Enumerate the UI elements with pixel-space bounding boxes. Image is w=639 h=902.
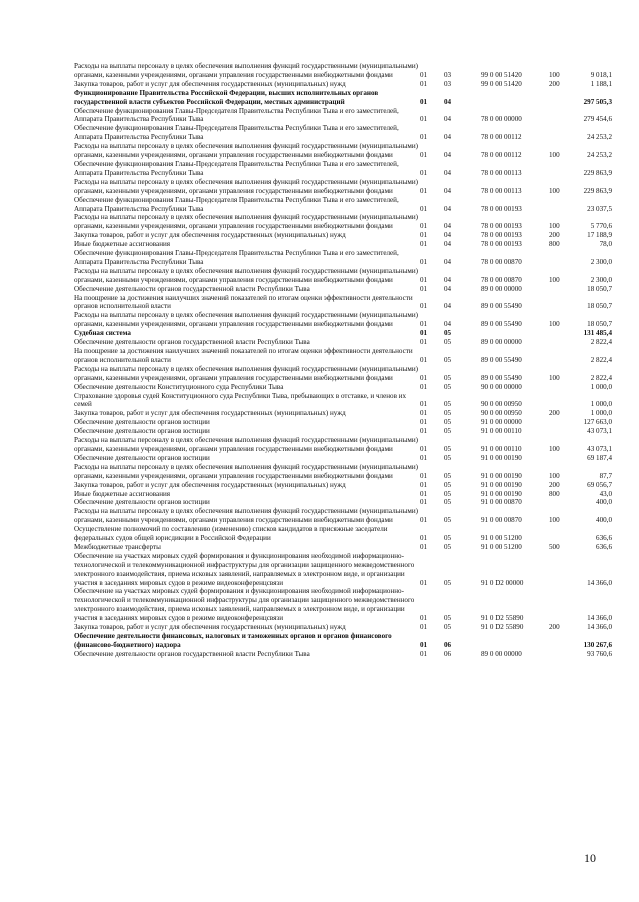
table-row bbox=[74, 454, 612, 463]
row-section-code: 01 bbox=[420, 329, 428, 338]
row-subsection-code: 04 bbox=[444, 257, 452, 266]
row-name: Обеспечение функционирования Главы-Председателя Правительства Республики Тыва и его заместителей, Аппарата Правительства Республики Тыва bbox=[74, 249, 399, 266]
row-subsection-code: 04 bbox=[444, 186, 452, 195]
row-subsection-code: 04 bbox=[444, 133, 452, 142]
row-section-code: 01 bbox=[420, 133, 428, 142]
row-subsection-code: 05 bbox=[444, 453, 452, 462]
row-section-code: 01 bbox=[420, 97, 428, 106]
row-amount: 2 300,0 bbox=[590, 275, 612, 284]
row-section-code: 01 bbox=[420, 578, 428, 587]
row-subsection-code: 04 bbox=[444, 320, 452, 329]
table-row bbox=[74, 552, 612, 588]
row-section-code: 01 bbox=[420, 623, 428, 632]
row-subsection-code: 05 bbox=[444, 480, 452, 489]
row-name: Функционирование Правительства Российской Федерации, высших исполнительных органов государственной власти субъектов Российской Федерации, местных администраций bbox=[74, 88, 379, 106]
row-section-code: 01 bbox=[420, 115, 428, 124]
table-row bbox=[74, 507, 612, 525]
row-expense-type: 100 bbox=[549, 186, 560, 195]
row-subsection-code: 05 bbox=[444, 578, 452, 587]
row-target-code: 78 0 00 00193 bbox=[481, 222, 522, 231]
row-subsection-code: 05 bbox=[444, 534, 452, 543]
row-amount: 69 056,7 bbox=[587, 480, 612, 489]
row-amount: 229 863,9 bbox=[583, 168, 612, 177]
row-target-code: 78 0 00 00870 bbox=[481, 275, 522, 284]
row-name: Закупка товаров, работ и услуг для обеспечения государственных (муниципальных) нужд bbox=[74, 231, 346, 240]
row-target-code: 91 0 00 00190 bbox=[481, 453, 522, 462]
row-target-code: 91 0 00 00000 bbox=[481, 418, 522, 427]
row-subsection-code: 05 bbox=[444, 329, 452, 338]
table-row bbox=[74, 436, 612, 454]
row-expense-type bbox=[549, 552, 583, 588]
row-expense-type: 200 bbox=[549, 623, 560, 632]
table-row bbox=[74, 347, 612, 365]
row-subsection-code: 05 bbox=[444, 498, 452, 507]
row-target-code: 78 0 00 00193 bbox=[481, 204, 522, 213]
row-expense-type bbox=[549, 249, 583, 267]
row-target-code: 91 0 00 00870 bbox=[481, 516, 522, 525]
row-expense-type bbox=[549, 650, 583, 659]
row-expense-type bbox=[549, 160, 583, 178]
row-name: Обеспечение функционирования Главы-Председателя Правительства Республики Тыва и его заместителей, Аппарата Правительства Республики Тыва bbox=[74, 195, 399, 213]
row-section-code: 01 bbox=[420, 168, 428, 177]
row-amount: 14 366,0 bbox=[587, 614, 612, 623]
row-amount: 2 822,4 bbox=[590, 355, 612, 364]
row-amount: 18 050,7 bbox=[587, 320, 612, 329]
row-section-code: 01 bbox=[420, 489, 428, 498]
table-row bbox=[74, 525, 612, 543]
row-name: Обеспечение деятельности органов юстиции bbox=[74, 418, 210, 427]
table-row bbox=[74, 481, 612, 490]
table-row bbox=[74, 392, 612, 410]
row-section-code: 01 bbox=[420, 275, 428, 284]
row-name: На поощрение за достижения наилучших значений показателей по итогам оценки эффективности деятельности органов исполнительной власти bbox=[74, 293, 413, 311]
row-amount: 636,6 bbox=[596, 542, 612, 551]
row-subsection-code: 04 bbox=[444, 302, 452, 311]
row-amount: 1 188,1 bbox=[590, 79, 612, 88]
row-expense-type bbox=[549, 338, 583, 347]
row-amount: 2 822,4 bbox=[590, 373, 612, 382]
row-subsection-code: 05 bbox=[444, 623, 452, 632]
row-expense-type bbox=[549, 454, 583, 463]
row-section-code: 01 bbox=[420, 151, 428, 160]
row-section-code: 01 bbox=[420, 498, 428, 507]
row-amount: 78,0 bbox=[599, 240, 612, 249]
row-section-code: 01 bbox=[420, 186, 428, 195]
row-amount: 1 000,0 bbox=[590, 400, 612, 409]
row-section-code: 01 bbox=[420, 427, 428, 436]
row-subsection-code: 05 bbox=[444, 373, 452, 382]
row-section-code: 01 bbox=[420, 204, 428, 213]
row-section-code: 01 bbox=[420, 284, 428, 293]
row-subsection-code: 04 bbox=[444, 240, 452, 249]
row-section-code: 01 bbox=[420, 516, 428, 525]
row-amount: 87,7 bbox=[599, 471, 612, 480]
row-expense-type: 100 bbox=[549, 70, 560, 79]
table-row bbox=[74, 543, 612, 552]
row-expense-type bbox=[549, 124, 583, 142]
budget-table bbox=[74, 62, 612, 659]
row-name: Обеспечение деятельности органов государственной власти Республики Тыва bbox=[74, 649, 310, 658]
row-amount: 1 000,0 bbox=[590, 382, 612, 391]
row-section-code: 01 bbox=[420, 614, 428, 623]
table-row bbox=[74, 240, 612, 249]
row-section-code: 01 bbox=[420, 338, 428, 347]
row-amount: 2 300,0 bbox=[590, 257, 612, 266]
row-target-code: 91 0 D2 55890 bbox=[481, 623, 524, 632]
row-expense-type: 100 bbox=[549, 471, 560, 480]
row-amount: 14 366,0 bbox=[587, 578, 612, 587]
row-target-code: 91 0 00 00110 bbox=[481, 444, 522, 453]
table-row bbox=[74, 338, 612, 347]
row-target-code bbox=[481, 329, 549, 338]
row-expense-type: 100 bbox=[549, 373, 560, 382]
table-row bbox=[74, 409, 612, 418]
row-subsection-code: 04 bbox=[444, 284, 452, 293]
table-row bbox=[74, 107, 612, 125]
row-expense-type: 800 bbox=[549, 489, 560, 498]
row-subsection-code: 03 bbox=[444, 79, 452, 88]
row-amount: 400,0 bbox=[596, 498, 612, 507]
row-subsection-code: 04 bbox=[444, 151, 452, 160]
row-amount: 17 188,9 bbox=[587, 231, 612, 240]
row-amount: 18 050,7 bbox=[587, 284, 612, 293]
row-amount: 43,0 bbox=[599, 489, 612, 498]
row-name: Обеспечение на участках мировых судей формирования и функционирования необходимой информационно-технологической и телекоммуникационной инфраструктуры для организации защищенного межведомственного электронного взаимодействия, приема исковых заявлений, направляемых в электронном виде, и организации участия в заседаниях мировых судов в режиме видеоконференцсвязи bbox=[74, 551, 415, 587]
row-target-code bbox=[481, 89, 549, 107]
row-amount: 93 760,6 bbox=[587, 649, 612, 658]
row-subsection-code: 04 bbox=[444, 204, 452, 213]
row-section-code: 01 bbox=[420, 400, 428, 409]
row-subsection-code: 04 bbox=[444, 168, 452, 177]
row-subsection-code: 04 bbox=[444, 275, 452, 284]
row-section-code: 01 bbox=[420, 649, 428, 658]
row-subsection-code: 05 bbox=[444, 614, 452, 623]
row-subsection-code: 05 bbox=[444, 382, 452, 391]
row-section-code: 01 bbox=[420, 320, 428, 329]
row-target-code: 90 0 00 00950 bbox=[481, 409, 522, 418]
row-expense-type: 800 bbox=[549, 240, 560, 249]
row-section-code: 01 bbox=[420, 409, 428, 418]
row-target-code: 90 0 00 00000 bbox=[481, 382, 522, 391]
row-amount: 229 863,9 bbox=[583, 186, 612, 195]
row-section-code: 01 bbox=[420, 542, 428, 551]
row-amount: 2 822,4 bbox=[590, 338, 612, 347]
row-target-code: 89 0 00 55490 bbox=[481, 302, 522, 311]
table-row bbox=[74, 587, 612, 623]
table-row bbox=[74, 650, 612, 659]
table-row bbox=[74, 213, 612, 231]
row-name: Расходы на выплаты персоналу в целях обеспечения выполнения функций государственными (муниципальными) органами, казенными учреждениями, органами управления государственными внебюджетными фондами bbox=[74, 507, 419, 525]
row-target-code: 90 0 00 00950 bbox=[481, 400, 522, 409]
row-expense-type bbox=[549, 392, 583, 410]
table-row bbox=[74, 365, 612, 383]
table-row bbox=[74, 124, 612, 142]
row-name: На поощрение за достижения наилучших значений показателей по итогам оценки эффективности деятельности органов исполнительной власти bbox=[74, 347, 413, 364]
row-section-code: 01 bbox=[420, 302, 428, 311]
row-expense-type: 500 bbox=[549, 542, 560, 551]
table-row bbox=[74, 329, 612, 338]
row-amount: 43 073,1 bbox=[587, 444, 612, 453]
row-expense-type bbox=[549, 285, 583, 294]
row-expense-type bbox=[549, 498, 583, 507]
row-expense-type: 100 bbox=[549, 444, 560, 453]
page-number: 10 bbox=[584, 851, 596, 865]
row-section-code: 01 bbox=[420, 480, 428, 489]
row-target-code: 99 0 00 51420 bbox=[481, 70, 522, 79]
row-target-code: 91 0 D2 55890 bbox=[481, 614, 524, 623]
row-name: Иные бюджетные ассигнования bbox=[74, 240, 171, 249]
row-expense-type: 100 bbox=[549, 275, 560, 284]
row-subsection-code: 04 bbox=[444, 231, 452, 240]
row-expense-type: 100 bbox=[549, 151, 560, 160]
row-amount: 5 770,6 bbox=[590, 222, 612, 231]
row-section-code: 01 bbox=[420, 640, 428, 649]
row-target-code: 91 0 00 00190 bbox=[481, 471, 522, 480]
row-name: Обеспечение деятельности органов государственной власти Республики Тыва bbox=[74, 338, 310, 347]
row-target-code: 78 0 00 00113 bbox=[481, 168, 522, 177]
table-row bbox=[74, 498, 612, 507]
row-name: Расходы на выплаты персоналу в целях обеспечения выполнения функций государственными (муниципальными) органами, казенными учреждениями, органами управления государственными внебюджетными фондами bbox=[74, 177, 419, 195]
row-target-code: 89 0 00 55490 bbox=[481, 355, 522, 364]
row-name: Обеспечение функционирования Главы-Председателя Правительства Республики Тыва и его заместителей, Аппарата Правительства Республики Тыва bbox=[74, 124, 399, 142]
row-amount: 1 000,0 bbox=[590, 409, 612, 418]
row-target-code: 89 0 00 55490 bbox=[481, 320, 522, 329]
row-target-code: 91 0 00 00870 bbox=[481, 498, 522, 507]
row-subsection-code: 05 bbox=[444, 418, 452, 427]
row-subsection-code: 05 bbox=[444, 516, 452, 525]
row-target-code: 91 0 00 00190 bbox=[481, 480, 522, 489]
row-target-code: 78 0 00 00870 bbox=[481, 257, 522, 266]
row-expense-type bbox=[549, 525, 583, 543]
row-subsection-code: 05 bbox=[444, 489, 452, 498]
row-target-code bbox=[481, 632, 549, 650]
row-section-code: 01 bbox=[420, 418, 428, 427]
row-expense-type bbox=[549, 89, 583, 107]
row-section-code: 01 bbox=[420, 240, 428, 249]
row-subsection-code: 04 bbox=[444, 97, 452, 106]
row-target-code: 91 0 D2 00000 bbox=[481, 578, 524, 587]
row-expense-type bbox=[549, 427, 583, 436]
row-section-code: 01 bbox=[420, 355, 428, 364]
row-target-code: 91 0 00 51200 bbox=[481, 534, 522, 543]
table-row bbox=[74, 231, 612, 240]
row-amount: 127 663,0 bbox=[583, 418, 612, 427]
row-section-code: 01 bbox=[420, 257, 428, 266]
row-target-code: 78 0 00 00193 bbox=[481, 231, 522, 240]
row-amount: 69 187,4 bbox=[587, 453, 612, 462]
row-subsection-code: 04 bbox=[444, 222, 452, 231]
row-amount: 18 050,7 bbox=[587, 302, 612, 311]
table-row bbox=[74, 89, 612, 107]
row-amount: 43 073,1 bbox=[587, 427, 612, 436]
row-name: Закупка товаров, работ и услуг для обеспечения государственных (муниципальных) нужд bbox=[74, 623, 346, 632]
row-name: Обеспечение деятельности Конституционного суда Республики Тыва bbox=[74, 382, 284, 391]
row-name: Расходы на выплаты персоналу в целях обеспечения выполнения функций государственными (муниципальными) органами, казенными учреждениями, органами управления государственными внебюджетными фондами bbox=[74, 62, 419, 79]
row-subsection-code: 05 bbox=[444, 409, 452, 418]
table-row bbox=[74, 178, 612, 196]
table-row bbox=[74, 249, 612, 267]
row-name: Расходы на выплаты персоналу в целях обеспечения выполнения функций государственными (муниципальными) органами, казенными учреждениями, органами управления государственными внебюджетными фондами bbox=[74, 213, 419, 231]
row-expense-type: 100 bbox=[549, 222, 560, 231]
row-section-code: 01 bbox=[420, 382, 428, 391]
row-name: Обеспечение деятельности органов юстиции bbox=[74, 427, 210, 436]
row-target-code: 78 0 00 00112 bbox=[481, 151, 522, 160]
row-subsection-code: 06 bbox=[444, 649, 452, 658]
table-row bbox=[74, 142, 612, 160]
table-row bbox=[74, 294, 612, 312]
row-target-code: 91 0 00 51200 bbox=[481, 542, 522, 551]
row-expense-type bbox=[549, 196, 583, 214]
row-name: Расходы на выплаты персоналу в целях обеспечения выполнения функций государственными (муниципальными) органами, казенными учреждениями, органами управления государственными внебюджетными фондами bbox=[74, 311, 419, 329]
row-name: Обеспечение функционирования Главы-Председателя Правительства Республики Тыва и его заместителей, Аппарата Правительства Республики Тыва bbox=[74, 106, 399, 124]
row-subsection-code: 05 bbox=[444, 338, 452, 347]
row-name: Закупка товаров, работ и услуг для обеспечения государственных (муниципальных) нужд bbox=[74, 409, 346, 418]
row-expense-type bbox=[549, 329, 583, 338]
row-subsection-code: 05 bbox=[444, 400, 452, 409]
row-target-code: 91 0 00 00110 bbox=[481, 427, 522, 436]
row-amount: 14 366,0 bbox=[587, 623, 612, 632]
row-name: Расходы на выплаты персоналу в целях обеспечения выполнения функций государственными (муниципальными) органами, казенными учреждениями, органами управления государственными внебюджетными фондами bbox=[74, 462, 419, 480]
row-target-code: 78 0 00 00112 bbox=[481, 133, 522, 142]
row-amount: 297 505,3 bbox=[583, 97, 612, 106]
row-amount: 279 454,6 bbox=[583, 115, 612, 124]
row-target-code: 78 0 00 00113 bbox=[481, 186, 522, 195]
table-row bbox=[74, 427, 612, 436]
row-name: Расходы на выплаты персоналу в целях обеспечения выполнения функций государственными (муниципальными) органами, казенными учреждениями, органами управления государственными внебюджетными фондами bbox=[74, 436, 419, 453]
row-section-code: 01 bbox=[420, 222, 428, 231]
row-target-code: 91 0 00 00190 bbox=[481, 489, 522, 498]
row-expense-type: 200 bbox=[549, 79, 560, 88]
table-row bbox=[74, 285, 612, 294]
table-row bbox=[74, 267, 612, 285]
row-expense-type: 200 bbox=[549, 409, 560, 418]
row-expense-type: 200 bbox=[549, 480, 560, 489]
row-name: Расходы на выплаты персоналу в целях обеспечения выполнения функций государственными (муниципальными) органами, казенными учреждениями, органами управления государственными внебюджетными фондами bbox=[74, 142, 419, 160]
row-name: Обеспечение деятельности органов юстиции bbox=[74, 453, 210, 462]
table-row bbox=[74, 632, 612, 650]
row-amount: 23 037,5 bbox=[587, 204, 612, 213]
row-target-code: 89 0 00 00000 bbox=[481, 338, 522, 347]
row-section-code: 01 bbox=[420, 373, 428, 382]
row-name: Страхование здоровья судей Конституционного суда Республики Тыва, пребывающих в отставке, и членов их семей bbox=[74, 391, 407, 409]
row-target-code: 78 0 00 00000 bbox=[481, 115, 522, 124]
table-row bbox=[74, 80, 612, 89]
table-row bbox=[74, 623, 612, 632]
row-amount: 24 253,2 bbox=[587, 151, 612, 160]
table-row bbox=[74, 490, 612, 499]
row-subsection-code: 04 bbox=[444, 115, 452, 124]
row-subsection-code: 05 bbox=[444, 471, 452, 480]
row-name: Закупка товаров, работ и услуг для обеспечения государственных (муниципальных) нужд bbox=[74, 480, 346, 489]
row-section-code: 01 bbox=[420, 453, 428, 462]
row-section-code: 01 bbox=[420, 70, 428, 79]
row-subsection-code: 05 bbox=[444, 427, 452, 436]
row-amount: 9 018,1 bbox=[590, 70, 612, 79]
row-expense-type bbox=[549, 294, 583, 312]
row-expense-type bbox=[549, 347, 583, 365]
row-amount: 636,6 bbox=[596, 534, 612, 543]
row-name: Расходы на выплаты персоналу в целях обеспечения выполнения функций государственными (муниципальными) органами, казенными учреждениями, органами управления государственными внебюджетными фондами bbox=[74, 266, 419, 284]
row-name: Расходы на выплаты персоналу в целях обеспечения выполнения функций государственными (муниципальными) органами, казенными учреждениями, органами управления государственными внебюджетными фондами bbox=[74, 364, 419, 382]
row-name: Межбюджетные трансферты bbox=[74, 542, 161, 551]
row-section-code: 01 bbox=[420, 534, 428, 543]
row-subsection-code: 06 bbox=[444, 640, 452, 649]
row-target-code: 89 0 00 00000 bbox=[481, 649, 522, 658]
row-subsection-code: 05 bbox=[444, 355, 452, 364]
row-expense-type bbox=[549, 418, 583, 427]
row-section-code: 01 bbox=[420, 231, 428, 240]
row-target-code: 89 0 00 00000 bbox=[481, 284, 522, 293]
table-row bbox=[74, 311, 612, 329]
table-row bbox=[74, 463, 612, 481]
row-name: Судебная система bbox=[74, 329, 131, 338]
row-name: Закупка товаров, работ и услуг для обеспечения государственных (муниципальных) нужд bbox=[74, 79, 346, 88]
row-name: Иные бюджетные ассигнования bbox=[74, 489, 171, 498]
table-row bbox=[74, 62, 612, 80]
row-expense-type: 100 bbox=[549, 320, 560, 329]
row-target-code: 99 0 00 51420 bbox=[481, 79, 522, 88]
row-section-code: 01 bbox=[420, 444, 428, 453]
row-expense-type bbox=[549, 107, 583, 125]
row-subsection-code: 03 bbox=[444, 70, 452, 79]
row-target-code: 78 0 00 00193 bbox=[481, 240, 522, 249]
row-amount: 131 485,4 bbox=[583, 329, 612, 338]
row-section-code: 01 bbox=[420, 79, 428, 88]
row-target-code: 89 0 00 55490 bbox=[481, 373, 522, 382]
row-name: Обеспечение функционирования Главы-Председателя Правительства Республики Тыва и его заместителей, Аппарата Правительства Республики Тыва bbox=[74, 159, 399, 177]
row-section-code: 01 bbox=[420, 471, 428, 480]
row-subsection-code: 05 bbox=[444, 542, 452, 551]
row-name: Обеспечение деятельности органов государственной власти Республики Тыва bbox=[74, 284, 310, 293]
table-row bbox=[74, 196, 612, 214]
row-name: Обеспечение деятельности органов юстиции bbox=[74, 498, 210, 507]
row-amount: 130 267,6 bbox=[583, 640, 612, 649]
row-subsection-code: 05 bbox=[444, 444, 452, 453]
row-name: Осуществление полномочий по составлению (изменению) списков кандидатов в присяжные заседатели федеральных судов общей юрисдикции в Российской Федерации bbox=[74, 525, 388, 543]
table-row bbox=[74, 418, 612, 427]
row-amount: 400,0 bbox=[596, 516, 612, 525]
row-expense-type bbox=[549, 383, 583, 392]
row-amount: 24 253,2 bbox=[587, 133, 612, 142]
row-expense-type: 100 bbox=[549, 516, 560, 525]
row-name: Обеспечение деятельности финансовых, налоговых и таможенных органов и органов финансового (финансово-бюджетного) надзора bbox=[74, 632, 392, 649]
row-expense-type bbox=[549, 587, 583, 623]
row-expense-type: 200 bbox=[549, 231, 560, 240]
table-row bbox=[74, 160, 612, 178]
row-name: Обеспечение на участках мировых судей формирования и функционирования необходимой информационно-технологической и телекоммуникационной инфраструктуры для организации защищенного межведомственного электронного взаимодействия, приема исковых заявлений, направляемых в электронном виде, и организации участия в заседаниях мировых судов в режиме видеоконференцсвязи bbox=[74, 587, 415, 623]
table-row bbox=[74, 383, 612, 392]
row-expense-type bbox=[549, 632, 583, 650]
